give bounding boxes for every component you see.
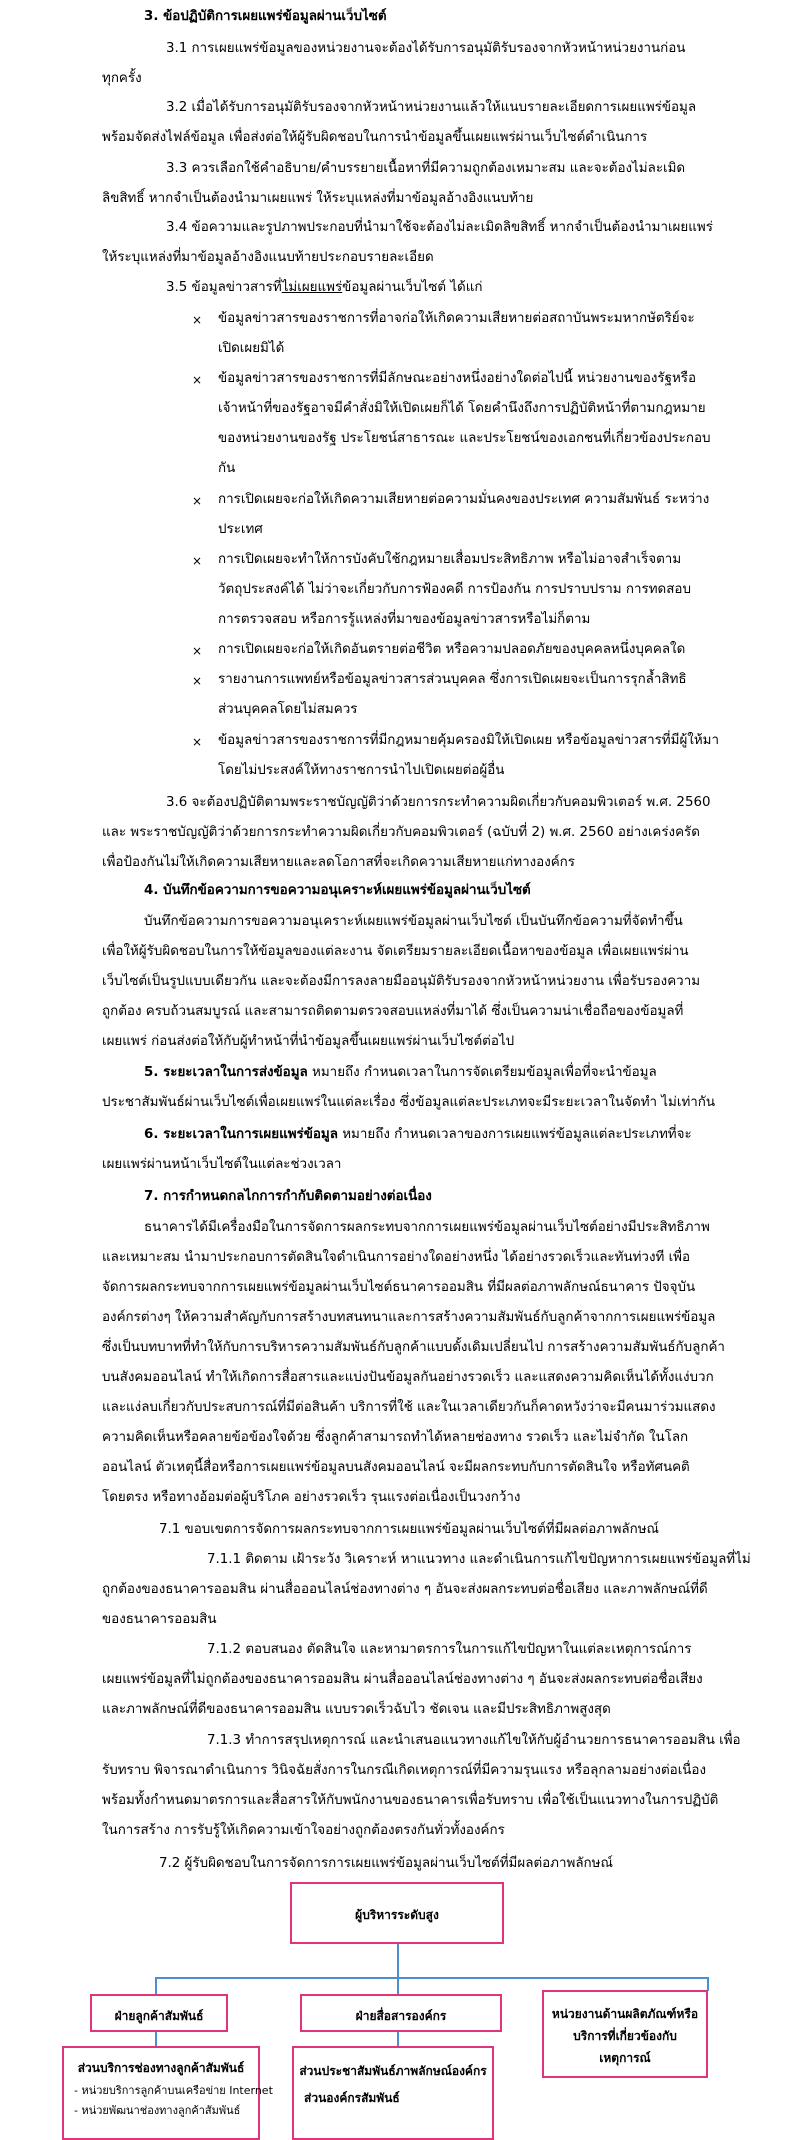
org-right-label-line-1: หน่วยงานด้านผลิตภัณฑ์หรือ <box>551 2007 699 2021</box>
bullet-2-line-3: ของหน่วยงานของรัฐ ประโยชน์สาธารณะ และประโยชน์ของเอกชนที่เกี่ยวข้องประกอบ <box>218 431 711 446</box>
org-mid-sub-2: ส่วนองค์กรสัมพันธ์ <box>304 2091 400 2105</box>
bullet-marker: × <box>192 674 203 688</box>
para-3-6-line-1: 3.6 จะต้องปฏิบัติตามพระราชบัญญัติว่าด้วยการกระทำความผิดเกี่ยวกับคอมพิวเตอร์ พ.ศ. 2560 <box>166 795 711 810</box>
section-4-line-3: เว็บไซต์เป็นรูปแบบเดียวกัน และจะต้องมีการลงลายมืออนุมัติรับรองจากหัวหน้าหน่วยงาน เพื่อรับรองความ <box>102 974 701 989</box>
bullet-7-line-1: ข้อมูลข่าวสารของราชการที่มีกฎหมายคุ้มครองมิให้เปิดเผย หรือข้อมูลข่าวสารที่มีผู้ให้มา <box>218 733 720 748</box>
para-7-1-3-line-4: ในการสร้าง การรับรู้ให้เกิดความเข้าใจอย่างถูกต้องตรงกันทั่วทั้งองค์กร <box>102 1823 505 1838</box>
bullet-2-line-1: ข้อมูลข่าวสารของราชการที่มีลักษณะอย่างหนึ่งอย่างใดต่อไปนี้ หน่วยงานของรัฐหรือ <box>218 371 697 386</box>
org-connector-top <box>397 1942 399 1978</box>
org-left-sub-title: ส่วนบริการช่องทางลูกค้าสัมพันธ์ <box>77 2061 245 2075</box>
bullet-1-line-2: เปิดเผยมิได้ <box>218 341 285 356</box>
para-3-2-line-2: พร้อมจัดส่งไฟล์ข้อมูล เพื่อส่งต่อให้ผู้รับผิดชอบในการนำข้อมูลขึ้นเผยแพร่ผ่านเว็บไซต์ดำเนินการ <box>102 130 648 145</box>
section-4-line-4: ถูกต้อง ครบถ้วนสมบูรณ์ และสามารถติดตามตรวจสอบแหล่งที่มาได้ ซึ่งเป็นความน่าเชื่อถือของข้อมูลที่ <box>102 1004 684 1019</box>
para-7-1-1-line-2: ถูกต้องของธนาคารออมสิน ผ่านสื่อออนไลน์ช่องทางต่าง ๆ อันจะส่งผลกระทบต่อชื่อเสียง และภาพลักษณ์ที่ดี <box>102 1582 708 1597</box>
para-3-2-line-1: 3.2 เมื่อได้รับการอนุมัติรับรองจากหัวหน้าหน่วยงานแล้วให้แนบรายละเอียดการเผยแพร่ข้อมูล <box>166 100 697 115</box>
section-6-line-2: เผยแพร่ผ่านหน้าเว็บไซต์ในแต่ละช่วงเวลา <box>102 1157 342 1172</box>
org-left-label: ฝ่ายลูกค้าสัมพันธ์ <box>114 2009 204 2023</box>
section-7-line-8: ความคิดเห็นหรือคลายข้อข้องใจด้วย ซึ่งลูกค้าสามารถทำได้หลายช่องทาง รวดเร็ว และไม่จำกัด ในโลก <box>102 1430 689 1445</box>
section-7-line-2: และเหมาะสม นำมาประกอบการตัดสินใจดำเนินการอย่างใดอย่างหนึ่ง ได้อย่างรวดเร็วและทันท่วงที เพื่อ <box>102 1250 691 1265</box>
para-7-1-1-line-1: 7.1.1 ติดตาม เฝ้าระวัง วิเคราะห์ หาแนวทาง และดำเนินการแก้ไขปัญหาการเผยแพร่ข้อมูลที่ไม่ <box>207 1552 751 1567</box>
section-5-line-1 <box>144 1066 657 1079</box>
para-7-1-3-line-1: 7.1.3 ทำการสรุปเหตุการณ์ และนำเสนอแนวทางแก้ไขให้กับผู้อำนวยการธนาคารออมสิน เพื่อ <box>207 1733 741 1748</box>
section-4-line-5: เผยแพร่ ก่อนส่งต่อให้กับผู้ทำหน้าที่นำข้อมูลขึ้นเผยแพร่ผ่านเว็บไซต์ต่อไป <box>102 1034 515 1049</box>
section-5-heading: 5. ระยะเวลาในการส่งข้อมูล <box>144 1065 308 1080</box>
para-7-1-2-line-3: และภาพลักษณ์ที่ดีของธนาคารออมสิน แบบรวดเร็วฉับไว ชัดเจน และมีประสิทธิภาพสูงสุด <box>102 1702 611 1717</box>
bullet-marker: × <box>192 644 203 658</box>
org-box-customer-relations <box>90 1994 228 2032</box>
bullet-1-line-1: ข้อมูลข่าวสารของราชการที่อาจก่อให้เกิดความเสียหายต่อสถาบันพระมหากษัตริย์จะ <box>218 311 695 326</box>
para-7-1-3-line-2: รับทราบ พิจารณาดำเนินการ วินิจฉัยสั่งการในกรณีเกิดเหตุการณ์ที่มีความรุนแรง หรือลุกลามอย่างต่อเนื่อง <box>102 1763 707 1778</box>
org-connector-right <box>707 1977 709 1991</box>
bullet-marker: × <box>192 735 203 749</box>
section-7-line-6: บนสังคมออนไลน์ ทำให้เกิดการสื่อสารและแบ่งปันข้อมูลกันอย่างรวดเร็ว และแสดงความคิดเห็นได้ทั้งแง่บวก <box>102 1370 714 1385</box>
para-3-4-line-1: 3.4 ข้อความและรูปภาพประกอบที่นำมาใช้จะต้องไม่ละเมิดลิขสิทธิ์ หากจำเป็นต้องนำมาเผยแพร่ <box>166 220 713 235</box>
para-3-5-text-b: ข้อมูลผ่านเว็บไซต์ ได้แก่ <box>342 280 483 295</box>
org-right-label-line-2: บริการที่เกี่ยวข้องกับ <box>573 2029 677 2043</box>
bullet-2-line-4: กัน <box>218 461 236 476</box>
para-3-6-line-3: เพื่อป้องกันไม่ให้เกิดความเสียหายและลดโอกาสที่จะเกิดความเสียหายแก่ทางองค์กร <box>102 855 575 870</box>
para-7-1-1-line-3: ของธนาคารออมสิน <box>102 1612 217 1627</box>
section-7-heading: 7. การกำหนดกลไกการกำกับติดตามอย่างต่อเนื่อง <box>144 1189 432 1204</box>
para-3-5-underlined: ไม่เผยแพร่ <box>281 280 343 295</box>
section-7-line-9: ออนไลน์ ตัวเหตุนี้สื่อหรือการเผยแพร่ข้อมูลบนสังคมออนไลน์ จะมีผลกระทบกับการตัดสินใจ หรือทัศนคติ <box>102 1460 690 1475</box>
org-connector-horizontal <box>155 1977 708 1979</box>
bullet-4-line-2: วัตถุประสงค์ได้ ไม่ว่าจะเกี่ยวกับการฟ้องคดี การป้องกัน การปราบปราม การทดสอบ <box>218 582 691 597</box>
org-left-sub-item-2: - หน่วยพัฒนาช่องทางลูกค้าสัมพันธ์ <box>74 2104 241 2117</box>
bullet-marker: × <box>192 554 203 568</box>
bullet-7-line-2: โดยไม่ประสงค์ให้ทางราชการนำไปเปิดเผยต่อผู้อื่น <box>218 763 505 778</box>
para-3-5-text-a: 3.5 ข้อมูลข่าวสารที่ <box>166 280 282 295</box>
section-6-line-1 <box>144 1128 692 1141</box>
para-3-6-line-2: และ พระราชบัญญัติว่าด้วยการกระทำความผิดเกี่ยวกับคอมพิวเตอร์ (ฉบับที่ 2) พ.ศ. 2560 อย่างเคร่งครัด <box>102 825 700 840</box>
org-mid-sub-1: ส่วนประชาสัมพันธ์ภาพลักษณ์องค์กร <box>299 2064 487 2078</box>
para-7-1: 7.1 ขอบเขตการจัดการผลกระทบจากการเผยแพร่ข้อมูลผ่านเว็บไซต์ที่มีผลต่อภาพลักษณ์ <box>159 1522 659 1537</box>
bullet-marker: × <box>192 494 203 508</box>
para-3-5 <box>166 281 482 294</box>
section-5-text: หมายถึง กำหนดเวลาในการจัดเตรียมข้อมูลเพื่อที่จะนำข้อมูล <box>307 1065 657 1080</box>
org-connector-mid <box>397 1977 399 1995</box>
org-box-top-executive <box>290 1882 504 1944</box>
org-top-label: ผู้บริหารระดับสูง <box>355 1908 439 1922</box>
org-mid-label: ฝ่ายสื่อสารองค์กร <box>355 2009 447 2023</box>
bullet-3-line-2: ประเทศ <box>218 522 263 537</box>
para-7-2: 7.2 ผู้รับผิดชอบในการจัดการการเผยแพร่ข้อมูลผ่านเว็บไซต์ที่มีผลต่อภาพลักษณ์ <box>159 1856 613 1871</box>
bullet-5-line-1: การเปิดเผยจะก่อให้เกิดอันตรายต่อชีวิต หรือความปลอดภัยของบุคคลหนึ่งบุคคลใด <box>218 642 686 657</box>
section-6-heading: 6. ระยะเวลาในการเผยแพร่ข้อมูล <box>144 1127 338 1142</box>
bullet-6-line-1: รายงานการแพทย์หรือข้อมูลข่าวสารส่วนบุคคล ซึ่งการเปิดเผยจะเป็นการรุกล้ำสิทธิ <box>218 672 687 687</box>
section-7-line-7: และแง่ลบเกี่ยวกับประสบการณ์ที่มีต่อสินค้า บริการที่ใช้ และในเวลาเดียวกันก็คาดหวังว่าจะมีคนมาร่วมแสดง <box>102 1400 716 1415</box>
para-7-1-2-line-2: เผยแพร่ข้อมูลที่ไม่ถูกต้องของธนาคารออมสิน ผ่านสื่อออนไลน์ช่องทางต่าง ๆ อันจะส่งผลกระทบต่อชื่อเสียง <box>102 1672 703 1687</box>
section-6-text: หมายถึง กำหนดเวลาของการเผยแพร่ข้อมูลแต่ละประเภทที่จะ <box>337 1127 692 1142</box>
bullet-6-line-2: ส่วนบุคคลโดยไม่สมควร <box>218 702 358 717</box>
section-7-line-10: โดยตรง หรือทางอ้อมต่อผู้บริโภค อย่างรวดเร็ว รุนแรงต่อเนื่องเป็นวงกว้าง <box>102 1490 521 1505</box>
org-box-product-unit <box>542 1990 708 2078</box>
para-7-1-2-line-1: 7.1.2 ตอบสนอง ตัดสินใจ และหามาตรการในการแก้ไขปัญหาในแต่ละเหตุการณ์การ <box>207 1642 692 1657</box>
bullet-marker: × <box>192 373 203 387</box>
section-5-line-2: ประชาสัมพันธ์ผ่านเว็บไซต์เพื่อเผยแพร่ในแต่ละเรื่อง ซึ่งข้อมูลแต่ละประเภทจะมีระยะเวลาในจัดทำ ไม่เท่ากัน <box>102 1095 716 1110</box>
section-4-line-2: เพื่อให้ผู้รับผิดชอบในการให้ข้อมูลของแต่ละงาน จัดเตรียมรายละเอียดเนื้อหาของข้อมูล เพื่อเผยแพร่ผ่าน <box>102 944 689 959</box>
bullet-2-line-2: เจ้าหน้าที่ของรัฐอาจมีคำสั่งมิให้เปิดเผยก็ได้ โดยคำนึงถึงการปฏิบัติหน้าที่ตามกฎหมาย <box>218 401 706 416</box>
section-7-line-3: จัดการผลกระทบจากการเผยแพร่ข้อมูลผ่านเว็บไซต์ธนาคารออมสิน ที่มีผลต่อภาพลักษณ์ธนาคาร ปัจจุบัน <box>102 1280 696 1295</box>
org-right-label-line-3: เหตุการณ์ <box>599 2051 651 2065</box>
bullet-marker: × <box>192 313 203 327</box>
para-3-4-line-2: ให้ระบุแหล่งที่มาข้อมูลอ้างอิงแนบท้ายประกอบรายละเอียด <box>102 250 434 265</box>
para-3-3-line-2: ลิขสิทธิ์ หากจำเป็นต้องนำมาเผยแพร่ ให้ระบุแหล่งที่มาข้อมูลอ้างอิงแนบท้าย <box>102 191 534 206</box>
para-3-3-line-1: 3.3 ควรเลือกใช้คำอธิบาย/คำบรรยายเนื้อหาที่มีความถูกต้องเหมาะสม และจะต้องไม่ละเมิด <box>166 161 686 176</box>
org-box-customer-channel-service <box>62 2046 273 2140</box>
section-4-line-1: บันทึกข้อความการขอความอนุเคราะห์เผยแพร่ข้อมูลผ่านเว็บไซต์ เป็นบันทึกข้อความที่จัดทำขึ้น <box>144 914 683 929</box>
org-box-pr-units <box>292 2046 494 2140</box>
section-7-line-4: องค์กรต่างๆ ให้ความสำคัญกับการสร้างบทสนทนาและการสร้างความสัมพันธ์กับลูกค้าจากการเผยแพร่ข้อมูล <box>102 1310 716 1325</box>
bullet-3-line-1: การเปิดเผยจะก่อให้เกิดความเสียหายต่อความมั่นคงของประเทศ ความสัมพันธ์ ระหว่าง <box>218 492 710 507</box>
org-connector-left <box>155 1977 157 1995</box>
section-7-line-5: ซึ่งเป็นบทบาทที่ทำให้กับการบริหารความสัมพันธ์กับลูกค้าแบบดั้งเดิมเปลี่ยนไป การสร้างความสัมพันธ์กับลูกค้า <box>102 1340 725 1355</box>
section-3-heading: 3. ข้อปฏิบัติการเผยแพร่ข้อมูลผ่านเว็บไซต์ <box>144 9 387 24</box>
section-4-heading: 4. บันทึกข้อความการขอความอนุเคราะห์เผยแพร่ข้อมูลผ่านเว็บไซต์ <box>144 883 531 898</box>
bullet-4-line-3: การตรวจสอบ หรือการรู้แหล่งที่มาของข้อมูลข่าวสารหรือไม่ก็ตาม <box>218 612 591 627</box>
para-7-1-3-line-3: พร้อมทั้งกำหนดมาตรการและสื่อสารให้กับพนักงานของธนาคารเพื่อรับทราบ เพื่อใช้เป็นแนวทางในการปฏิบัติ <box>102 1793 719 1808</box>
section-7-line-1: ธนาคารได้มีเครื่องมือในการจัดการผลกระทบจากการเผยแพร่ข้อมูลผ่านเว็บไซต์อย่างมีประสิทธิภาพ <box>144 1220 710 1235</box>
para-3-1-line-1: 3.1 การเผยแพร่ข้อมูลของหน่วยงานจะต้องได้รับการอนุมัติรับรองจากหัวหน้าหน่วยงานก่อน <box>166 41 686 56</box>
bullet-4-line-1: การเปิดเผยจะทำให้การบังคับใช้กฎหมายเสื่อมประสิทธิภาพ หรือไม่อาจสำเร็จตาม <box>218 552 682 567</box>
org-box-corporate-communication <box>300 1994 502 2032</box>
org-left-sub-item-1: - หน่วยบริการลูกค้าบนเครือข่าย Internet <box>74 2084 273 2097</box>
para-3-1-line-2: ทุกครั้ง <box>102 71 142 86</box>
